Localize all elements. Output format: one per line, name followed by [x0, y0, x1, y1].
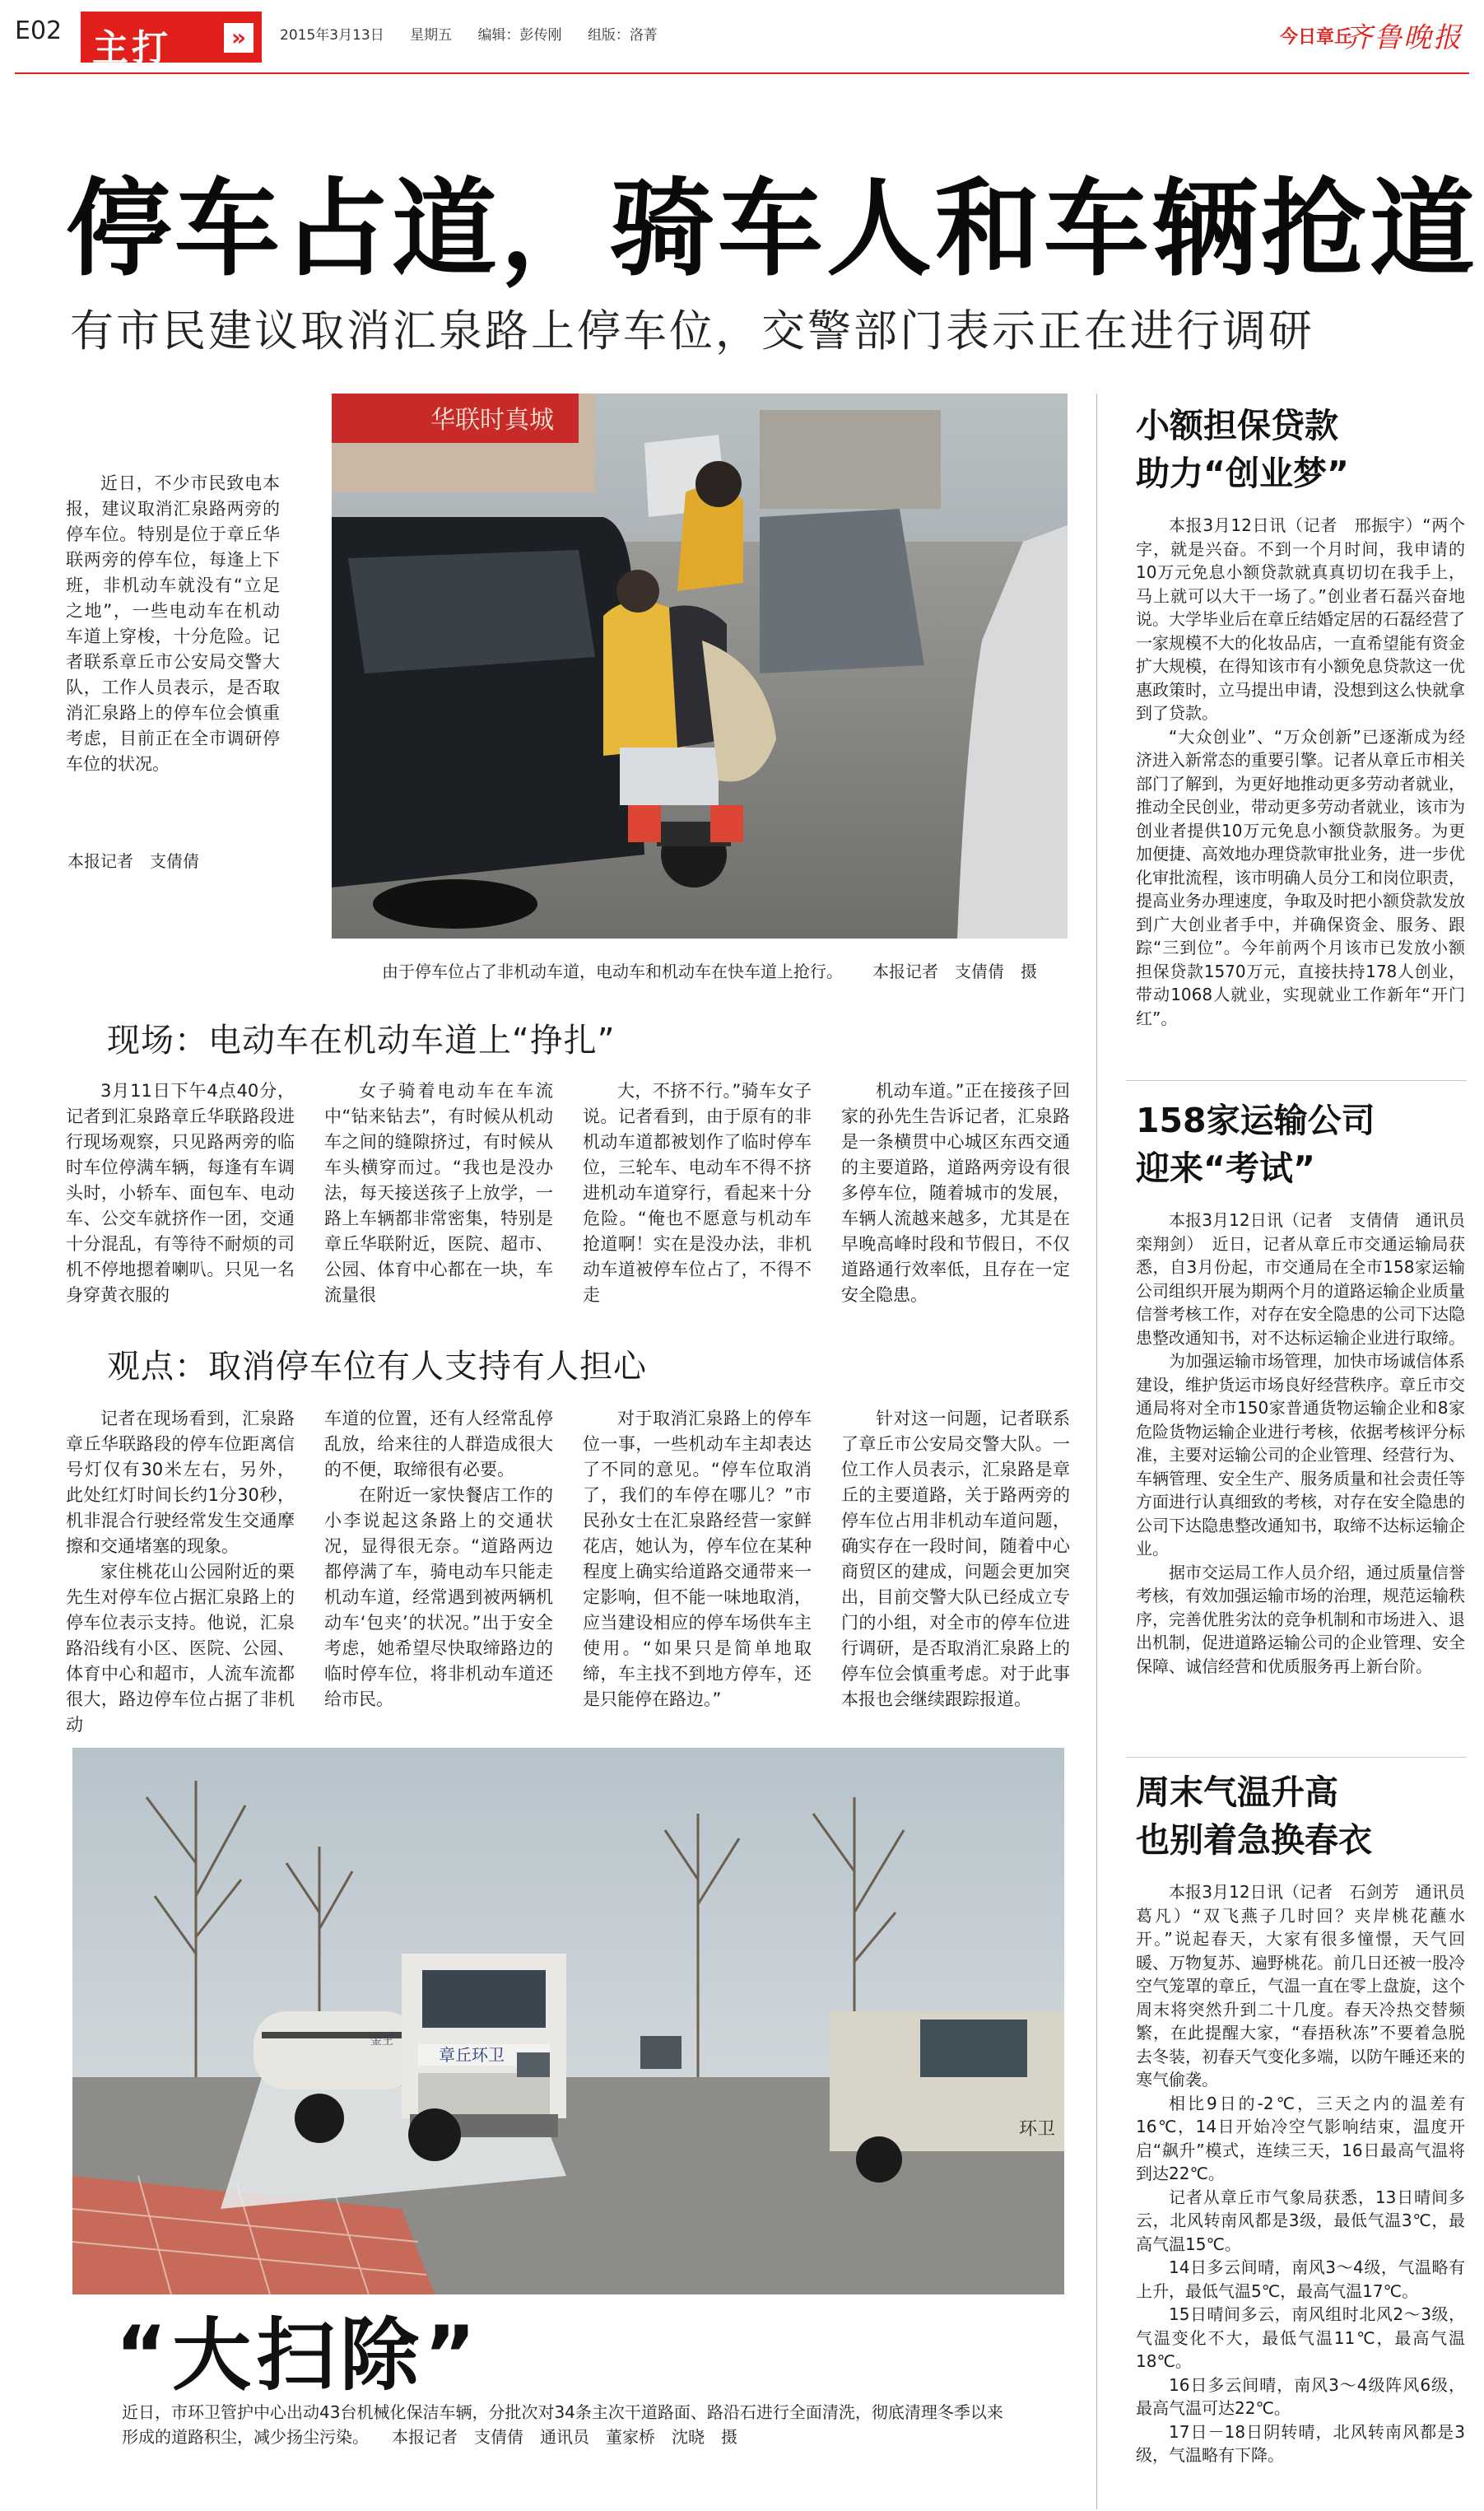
layout-editor: 组版：洛菁	[587, 27, 658, 44]
side2-body	[1136, 1209, 1482, 1678]
lead-byline: 本报记者 支倩倩	[67, 851, 199, 871]
section2-col1-p1: 记者在现场看到，汇泉路章丘华联路段的停车位距离信号灯仅有30米左右，另外，此处红灯时间长约1分30秒，机非混合行驶经常发生交通摩擦和交通堵塞的现象。	[66, 1409, 295, 1556]
truck-logo-text: 金王	[370, 2034, 393, 2047]
side-rule-2	[1126, 1757, 1467, 1758]
side3-body	[1136, 1880, 1482, 2467]
side3-para-2: 相比9日的-2℃，三天之内的温差有16℃，14日开始冷空气影响结束，温度开启“飙升”模式，连续三天，16日最高气温将到达22℃。	[1136, 2093, 1465, 2183]
date-line	[280, 23, 679, 44]
section1-column-4	[841, 1078, 1070, 1308]
main-subheadline: 有市民建议取消汇泉路上停车位，交警部门表示正在进行调研	[70, 306, 1314, 356]
issue-date: 2015年3月13日	[280, 27, 384, 44]
side3-para-1: 本报3月12日讯（记者 石剑芳 通讯员 葛凡）“双飞燕子几时回？夹岸桃花蘸水开。”说起春天，大家有很多憧憬，天气回暖、万物复苏、遍野桃花。前几日还被一股冷空气笼罩的章丘，气温一直在零上盘旋，这个周末将突然升到二十几度。春天冷热交替频繁，在此提醒大家，“春捂秋冻”不要着急脱去冬装，初春天气变化多端，以防午睡还来的寒气偷袭。	[1136, 1882, 1482, 2089]
lead-paragraph	[66, 471, 280, 777]
side1-para-1: 本报3月12日讯（记者 邢振宇）“两个字，就是兴奋。不到一个月时间，我申请的10万元免息小额贷款就真真切切在我手上，马上就可以大干一场了。”创业者石磊兴奋地说。大学毕业后在章丘结婚定居的石磊经营了一家规模不大的化妆品店，一直希望能有资金扩大规模，在得知该市有小额免息贷款这一优惠政策时，立马提出申请，没想到这么快就拿到了贷款。	[1136, 515, 1465, 723]
section1-column-2	[324, 1078, 553, 1308]
photo2-credit: 本报记者 支倩倩 通讯员 董家桥 沈晓 摄	[392, 2427, 737, 2447]
side2-title-line1: 158家运输公司	[1136, 1101, 1375, 1140]
section-label: 主打	[92, 27, 171, 69]
weekday: 星期五	[410, 27, 453, 44]
editor: 编辑：彭传刚	[477, 27, 562, 44]
top-rule	[15, 72, 1469, 74]
section2-column-2	[324, 1406, 553, 1712]
side1-body	[1136, 514, 1465, 1030]
side2-title-line2: 迎来“考试”	[1136, 1148, 1315, 1188]
section-tag	[81, 12, 262, 69]
section1-col4-text: 机动车道。”正在接孩子回家的孙先生告诉记者，汇泉路是一条横贯中心城区东西交通的主要道路，道路两旁设有很多停车位，随着城市的发展，车辆人流越来越多，尤其是在早晚高峰时段和节假日，不仅道路通行效率低，且存在一定安全隐患。	[841, 1081, 1070, 1305]
side1-para-2: “大众创业”、“万众创新”已逐渐成为经济进入新常态的重要引擎。记者从章丘市相关部门了解到，为更好地推动更多劳动者就业，推动全民创业，带动更多劳动者就业，该市为创业者提供10万元免息小额贷款服务。为更加便捷、高效地办理贷款审批业务，进一步优化审批流程，该市明确人员分工和岗位职责，提高业务办理速度，争取及时把小额贷款发放到广大创业者手中，并确保资金、服务、跟踪“三到位”。今年前两个月该市已发放小额担保贷款1570万元，直接扶持178人创业，带动1068人就业，实现就业工作新年“开门红”。	[1136, 726, 1465, 1028]
section2-heading	[107, 1340, 647, 1387]
page-number: E02	[15, 16, 63, 45]
section2-column-4	[841, 1406, 1070, 1712]
section2-column-3	[583, 1406, 812, 1712]
side3-para-6: 16日多云间晴，南风3～4级阵风6级，最高气温可达22℃。	[1136, 2374, 1465, 2418]
side2-para-3: 据市交运局工作人员介绍，通过质量信誉考核，有效加强运输市场的治理，规范运输秩序，完善优胜劣汰的竞争机制和市场进入、退出机制，促进道路运输公司的企业管理、安全保障、诚信经营和优质服务再上新台阶。	[1136, 1562, 1465, 1676]
column-divider	[1096, 394, 1097, 2509]
pickup-text: 环卫	[1019, 2119, 1056, 2140]
side2-para-1: 本报3月12日讯（记者 支倩倩 通讯员 栾翔剑） 近日，记者从章丘市交通运输局获悉，自3月份起，市交通局在全市158家运输公司组织开展为期两个月的道路运输企业质量信誉考核工作，对存在安全隐患的公司下达隐患整改通知书，对不达标运输企业进行取缔。	[1136, 1210, 1482, 1348]
side3-para-7: 17日－18日阴转晴，北风转南风都是3级，气温略有下降。	[1136, 2421, 1465, 2465]
side3-title-line2: 也别着急换春衣	[1136, 1820, 1372, 1860]
section1-col2-text: 女子骑着电动车在车流中“钻来钻去”，有时候从机动车之间的缝隙挤过，有时候从车头横穿而过。“我也是没办法，每天接送孩子上放学，一路上车辆都非常密集，特别是章丘华联附近，医院、超市、公园、体育中心都在一块，车流量很	[324, 1081, 553, 1305]
side3-para-4: 14日多云间晴，南风3～4级，气温略有上升，最低气温5℃，最高气温17℃。	[1136, 2257, 1465, 2301]
section2-column-1	[66, 1406, 295, 1738]
section2-col3-p1: 对于取消汇泉路上的停车位一事，一些机动车主却表达了不同的意见。“停车位取消了，我们的车停在哪儿？”市民孙女士在汇泉路经营一家鲜花店，她认为，停车位在某种程度上确实给道路交通带来一定影响，但不能一味地取消，应当建设相应的停车场供车主使用。“如果只是简单地取缔，车主找不到地方停车，还是只能停在路边。”	[583, 1409, 812, 1709]
chevron-right-icon: »	[224, 23, 254, 53]
section2-col2-p2: 在附近一家快餐店工作的小李说起这条路上的交通状况，显得很无奈。“道路两边都停满了车，骑电动车只能走机动车道，经常遇到被两辆机动车‘包夹’的状况。”出于安全考虑，她希望尽快取缔路边的临时停车位，将非机动车道还给市民。	[324, 1485, 553, 1709]
side3-title-line1: 周末气温升高	[1136, 1773, 1338, 1812]
photo-feature-title: “大扫除”	[115, 2309, 481, 2402]
side-rule-1	[1126, 1080, 1467, 1081]
photo1-credit: 本报记者 支倩倩 摄	[872, 962, 1037, 981]
truck-plate-text: 章丘环卫	[439, 2045, 505, 2065]
paper-logo: 齐鲁晚报	[1344, 21, 1463, 54]
section1-title: 现场：电动车在机动车道上“挣扎”	[107, 1022, 616, 1060]
side2-article	[1136, 1097, 1482, 1678]
photo1-caption-text: 由于停车位占了非机动车道，电动车和机动车在快车道上抢行。	[382, 962, 843, 981]
section2-col1-p2: 家住桃花山公园附近的栗先生对停车位占据汇泉路上的停车位表示支持。他说，汇泉路沿线有小区、医院、公园、体育中心和超市，人流车流都很大，路边停车位占据了非机动	[66, 1562, 295, 1735]
photo-street-sweeper	[72, 1748, 1064, 2294]
photo1-caption	[382, 958, 1037, 982]
side1-article	[1136, 402, 1465, 1030]
section2-title: 观点：取消停车位有人支持有人担心	[107, 1348, 647, 1386]
side1-title-line1: 小额担保贷款	[1136, 406, 1338, 445]
section1-column-3	[583, 1078, 812, 1308]
side3-para-3: 记者从章丘市气象局获悉，13日晴间多云，北风转南风都是3级，最低气温3℃，最高气温15℃。	[1136, 2187, 1465, 2254]
photo-street-ebike	[332, 394, 1068, 939]
side2-para-2: 为加强运输市场管理，加快市场诚信体系建设，维护货运市场良好经营秩序。章丘市交通局将对全市150家普通货物运输企业和8家危险货物运输企业进行考核，依据考核评分标准，主要对运输公司的企业管理、经营行为、车辆管理、安全生产、服务质量和社会责任等方面进行认真细致的考核，对存在安全隐患的公司下达隐患整改通知书，取缔不达标运输企业。	[1136, 1351, 1465, 1558]
section1-col3-text: 大，不挤不行。”骑车女子说。记者看到，由于原有的非机动车道都被划作了临时停车位，三轮车、电动车不得不挤进机动车道穿行，看起来十分危险。“俺也不愿意与机动车抢道啊！实在是没办法，非机动车道被停车位占了，不得不走	[583, 1081, 812, 1305]
lead-text: 近日，不少市民致电本报，建议取消汇泉路两旁的停车位。特别是位于章丘华联两旁的停车位，每逢上下班，非机动车就没有“立足之地”，一些电动车在机动车道上穿梭，十分危险。记者联系章丘市公安局交警大队，工作人员表示，是否取消汇泉路上的停车位会慎重考虑，目前正在全市调研停车位的状况。	[66, 473, 280, 774]
side3-para-5: 15日晴间多云，南风组时北风2～3级，气温变化不大，最低气温11℃，最高气温18℃。	[1136, 2304, 1465, 2371]
section1-column-1	[66, 1078, 295, 1308]
side1-title-line2: 助力“创业梦”	[1136, 454, 1349, 493]
main-headline: 停车占道，骑车人和车辆抢道	[66, 168, 1479, 291]
section1-heading	[107, 1014, 615, 1061]
photo2-caption	[122, 2400, 1015, 2449]
section2-col2-p1: 车道的位置，还有人经常乱停乱放，给来往的人群造成很大的不便，取缔很有必要。	[324, 1409, 553, 1479]
side3-article	[1136, 1768, 1482, 2467]
section2-col4-p1: 针对这一问题，记者联系了章丘市公安局交警大队。一位工作人员表示，汇泉路是章丘的主要道路，关于路两旁的停车位占用非机动车道问题，确实存在一段时间，随着中心商贸区的建成，问题会更加突出，目前交警大队已经成立专门的小组，对全市的停车位进行调研，是否取消汇泉路上的停车位会慎重考虑。对于此事本报也会继续跟踪报道。	[841, 1409, 1070, 1709]
edition-label: 今日章丘	[1279, 27, 1352, 48]
shop-sign: 华联时真城	[430, 406, 554, 435]
photo2-caption-text: 近日，市环卫管护中心出动43台机械化保洁车辆，分批次对34条主次干道路面、路沿石进行全面清洗，彻底清理冬季以来形成的道路积尘，减少扬尘污染。	[122, 2402, 1003, 2447]
section1-col1-text: 3月11日下午4点40分，记者到汇泉路章丘华联路段进行现场观察，只见路两旁的临时车位停满车辆，每逢有车调头时，小轿车、面包车、电动车、公交车就挤作一团，交通十分混乱，有等待不耐烦的司机不停地摁着喇叭。只见一名身穿黄衣服的	[66, 1081, 295, 1305]
